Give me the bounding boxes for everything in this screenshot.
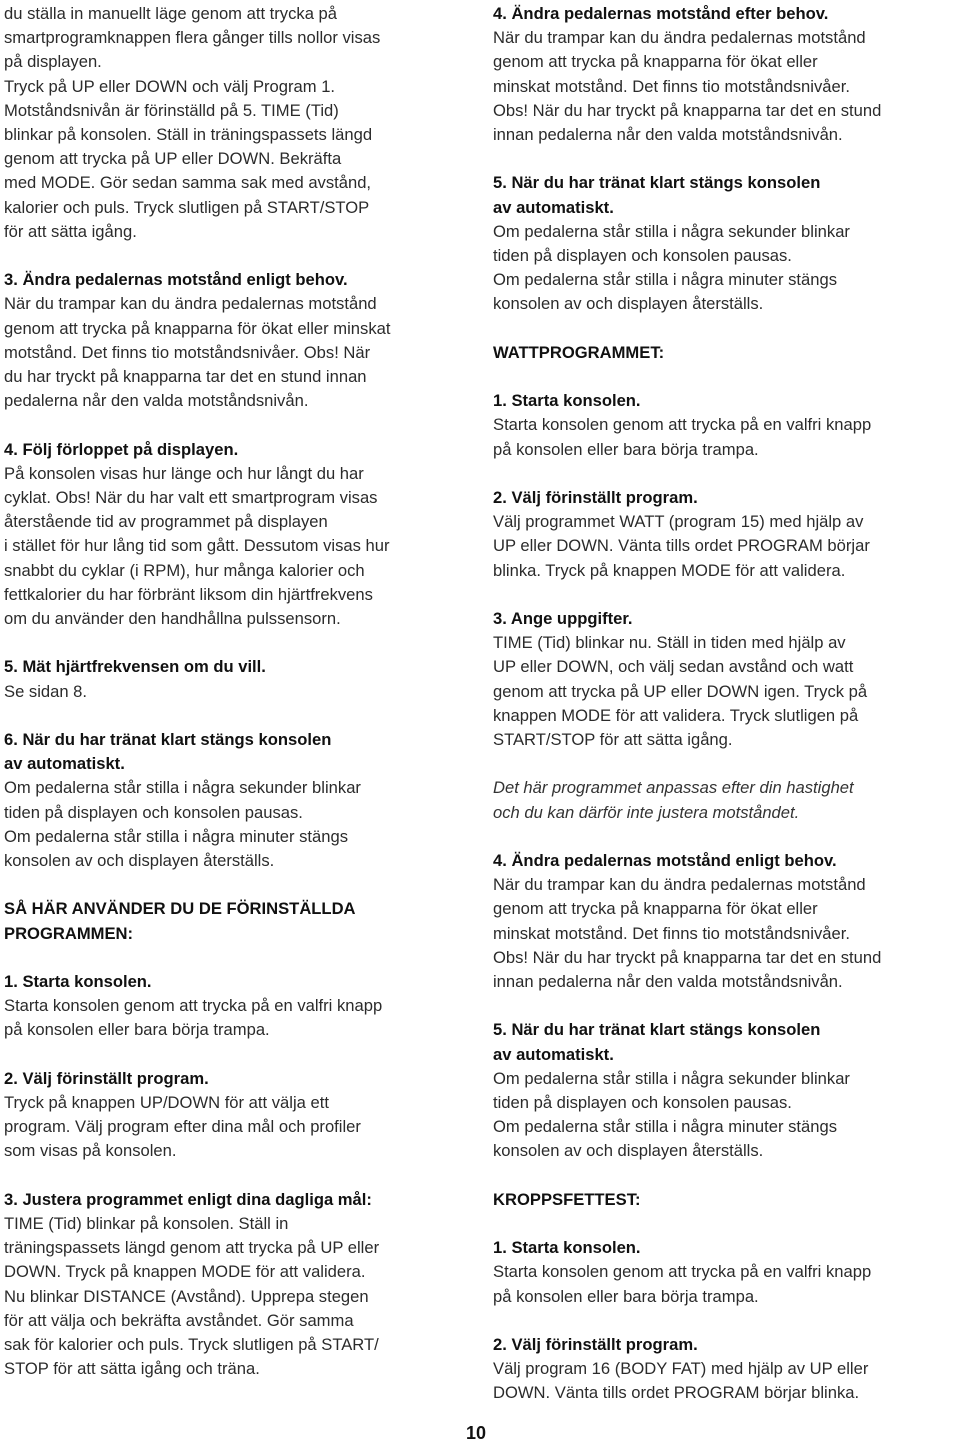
body-text-line: TIME (Tid) blinkar på konsolen. Ställ in [4,1214,289,1234]
italic-note-line: Det här programmet anpassas efter din hastighet [493,778,854,798]
section-heading-line: 2. Välj förinställt program. [493,488,698,507]
body-text-line: DOWN. Tryck på knappen MODE för att validera. [4,1262,366,1282]
body-text-line: På konsolen visas hur länge och hur långt du har [4,463,364,483]
body-text-line: genom att trycka på knapparna för ökat eller [493,52,818,72]
body-text-line: genom att trycka på knapparna för ökat eller [493,899,818,919]
body-text-line: STOP för att sätta igång och träna. [4,1359,260,1379]
body-text-line: Välj program 16 (BODY FAT) med hjälp av UP eller [493,1359,869,1379]
body-text-line: Om pedalerna står stilla i några sekunder blinkar [493,1068,850,1088]
section-heading-line: WATTPROGRAMMET: [493,342,665,362]
body-text-line: på displayen. [4,52,102,72]
body-text-line: du har tryckt på knapparna tar det en stund innan [4,367,367,387]
body-text-line: innan pedalerna når den valda motståndsnivån. [493,125,843,145]
section-heading-line: 3. Ange uppgifter. [493,609,633,628]
section-heading-line: SÅ HÄR ANVÄNDER DU DE FÖRINSTÄLLDA [4,899,356,919]
body-text-line: Starta konsolen genom att trycka på en valfri knapp [4,996,383,1016]
body-text-line: Starta konsolen genom att trycka på en valfri knapp [493,1262,872,1282]
section-heading-line: 4. Ändra pedalernas motstånd efter behov. [493,4,829,23]
section-heading-line: KROPPSFETTEST: [493,1189,641,1209]
paragraph-spacer [4,873,474,897]
section-heading-line: av automatiskt. [493,1044,614,1064]
body-text-line: UP eller DOWN, och välj sedan avstånd och watt [493,657,854,677]
body-text-line: Motståndsnivån är förinställd på 5. TIME (Tid) [4,100,339,120]
left-text-column [4,2,474,1381]
section-heading-line: 1. Starta konsolen. [4,972,152,992]
body-text-line: med MODE. Gör sedan samma sak med avstånd, [4,173,372,193]
body-text-line: Om pedalerna står stilla i några sekunder blinkar [4,778,361,798]
body-text-line: UP eller DOWN. Vänta tills ordet PROGRAM börjar [493,536,870,556]
body-text-line: När du trampar kan du ändra pedalernas motstånd [493,28,866,48]
section-heading-line: 3. Ändra pedalernas motstånd enligt behov. [4,270,348,290]
body-text-line: program. Välj program efter dina mål och profiler [4,1117,361,1137]
body-text-line: på konsolen eller bara börja trampa. [493,439,759,459]
section-heading-line: 1. Starta konsolen. [493,1238,641,1258]
italic-note-line: och du kan därför inte justera motståndet. [493,802,800,822]
body-text-line: smartprogramknappen flera gånger tills nollor visas [4,28,381,48]
paragraph-spacer [493,583,959,607]
body-text-line: konsolen av och displayen återställs. [493,1141,764,1161]
body-text-line: du ställa in manuellt läge genom att trycka på [4,4,337,23]
body-text-line: på konsolen eller bara börja trampa. [4,1020,270,1040]
body-text-line: på konsolen eller bara börja trampa. [493,1286,759,1306]
body-text-line: pedalerna når den valda motståndsnivån. [4,391,309,411]
section-heading-line: 4. Ändra pedalernas motstånd enligt behov. [493,851,837,870]
body-text-line: återstående tid av programmet på displayen [4,512,328,532]
section-heading-line: 5. När du har tränat klart stängs konsolen [493,1020,821,1040]
body-text-line: Om pedalerna står stilla i några sekunder blinkar [493,221,850,241]
body-text-line: minskat motstånd. Det finns tio motståndsnivåer. [493,76,850,96]
body-text-line: genom att trycka på UP eller DOWN igen. Tryck på [493,681,868,701]
section-heading-line: 1. Starta konsolen. [493,391,641,411]
paragraph-spacer [493,365,959,389]
body-text-line: Om pedalerna står stilla i några minuter stängs [4,826,349,846]
body-text-line: som visas på konsolen. [4,1141,177,1161]
body-text-line: i stället för hur lång tid som gått. Dessutom visas hur [4,536,390,556]
body-text-line: Nu blinkar DISTANCE (Avstånd). Upprepa stegen [4,1286,369,1306]
page-number: 10 [466,1423,487,1443]
body-text-line: När du trampar kan du ändra pedalernas motstånd [4,294,377,314]
section-heading-line: av automatiskt. [4,754,125,774]
body-text-line: blinkar på konsolen. Ställ in träningspassets längd [4,125,373,145]
paragraph-spacer [4,244,474,268]
body-text-line: Om pedalerna står stilla i några minuter stängs [493,1117,838,1137]
body-text-line: knappen MODE för att validera. Tryck slutligen på [493,705,859,725]
paragraph-spacer [493,1309,959,1333]
body-text-line: DOWN. Vänta tills ordet PROGRAM börjar blinka. [493,1383,860,1403]
body-text-line: snabbt du cyklar (i RPM), hur många kalorier och [4,560,365,580]
body-text-line: cyklat. Obs! När du har valt ett smartprogram visas [4,488,378,508]
body-text-line: genom att trycka på UP eller DOWN. Bekräfta [4,149,342,169]
body-text-line: tiden på displayen och konsolen pausas. [4,802,303,822]
body-text-line: Obs! När du har tryckt på knapparna tar det en stund [493,947,882,967]
paragraph-spacer [4,1164,474,1188]
paragraph-spacer [4,946,474,970]
paragraph-spacer [493,825,959,849]
paragraph-spacer [493,1212,959,1236]
paragraph-spacer [493,462,959,486]
section-heading-line: 2. Välj förinställt program. [4,1068,209,1088]
paragraph-spacer [493,147,959,171]
body-text-line: Se sidan 8. [4,681,88,701]
body-text-line: Tryck på knappen UP/DOWN för att välja ett [4,1093,329,1113]
body-text-line: Tryck på UP eller DOWN och välj Program 1. [4,76,336,96]
body-text-line: Om pedalerna står stilla i några minuter stängs [493,270,838,290]
body-text-line: konsolen av och displayen återställs. [493,294,764,314]
body-text-line: tiden på displayen och konsolen pausas. [493,246,792,266]
paragraph-spacer [4,1043,474,1067]
section-heading-line: 6. När du har tränat klart stängs konsolen [4,730,332,750]
section-heading-line: 5. Mät hjärtfrekvensen om du vill. [4,657,266,677]
right-text-column [493,2,959,1406]
body-text-line: för att välja och bekräfta avståndet. Gör samma [4,1310,354,1330]
paragraph-spacer [493,1164,959,1188]
body-text-line: När du trampar kan du ändra pedalernas motstånd [493,875,866,895]
body-text-line: Starta konsolen genom att trycka på en valfri knapp [493,415,872,435]
body-text-line: blinka. Tryck på knappen MODE för att validera. [493,560,846,580]
body-text-line: Välj programmet WATT (program 15) med hjälp av [493,512,864,532]
paragraph-spacer [4,413,474,437]
body-text-line: konsolen av och displayen återställs. [4,851,275,871]
section-heading-line: av automatiskt. [493,197,614,217]
section-heading-line: PROGRAMMEN: [4,923,134,943]
body-text-line: sak för kalorier och puls. Tryck slutligen på START/ [4,1335,379,1355]
section-heading-line: 4. Följ förloppet på displayen. [4,439,239,459]
body-text-line: för att sätta igång. [4,221,137,241]
paragraph-spacer [4,631,474,655]
paragraph-spacer [493,752,959,776]
paragraph-spacer [493,317,959,341]
body-text-line: innan pedalerna når den valda motståndsnivån. [493,972,843,992]
body-text-line: genom att trycka på knapparna för ökat eller minskat [4,318,391,338]
paragraph-spacer [493,994,959,1018]
section-heading-line: 3. Justera programmet enligt dina dagliga mål: [4,1189,372,1209]
body-text-line: om du använder den handhållna pulssensorn. [4,609,341,629]
body-text-line: START/STOP för att sätta igång. [493,730,733,750]
body-text-line: minskat motstånd. Det finns tio motståndsnivåer. [493,923,850,943]
body-text-line: motstånd. Det finns tio motståndsnivåer. Obs! När [4,342,371,362]
paragraph-spacer [4,704,474,728]
body-text-line: träningspassets längd genom att trycka på UP eller [4,1238,380,1258]
body-text-line: TIME (Tid) blinkar nu. Ställ in tiden med hjälp av [493,633,846,653]
section-heading-line: 2. Välj förinställt program. [493,1335,698,1354]
section-heading-line: 5. När du har tränat klart stängs konsolen [493,173,821,193]
body-text-line: kalorier och puls. Tryck slutligen på START/STOP [4,197,370,217]
body-text-line: Obs! När du har tryckt på knapparna tar det en stund [493,100,882,120]
body-text-line: fettkalorier du har förbränt liksom din hjärtfrekvens [4,584,373,604]
body-text-line: tiden på displayen och konsolen pausas. [493,1093,792,1113]
